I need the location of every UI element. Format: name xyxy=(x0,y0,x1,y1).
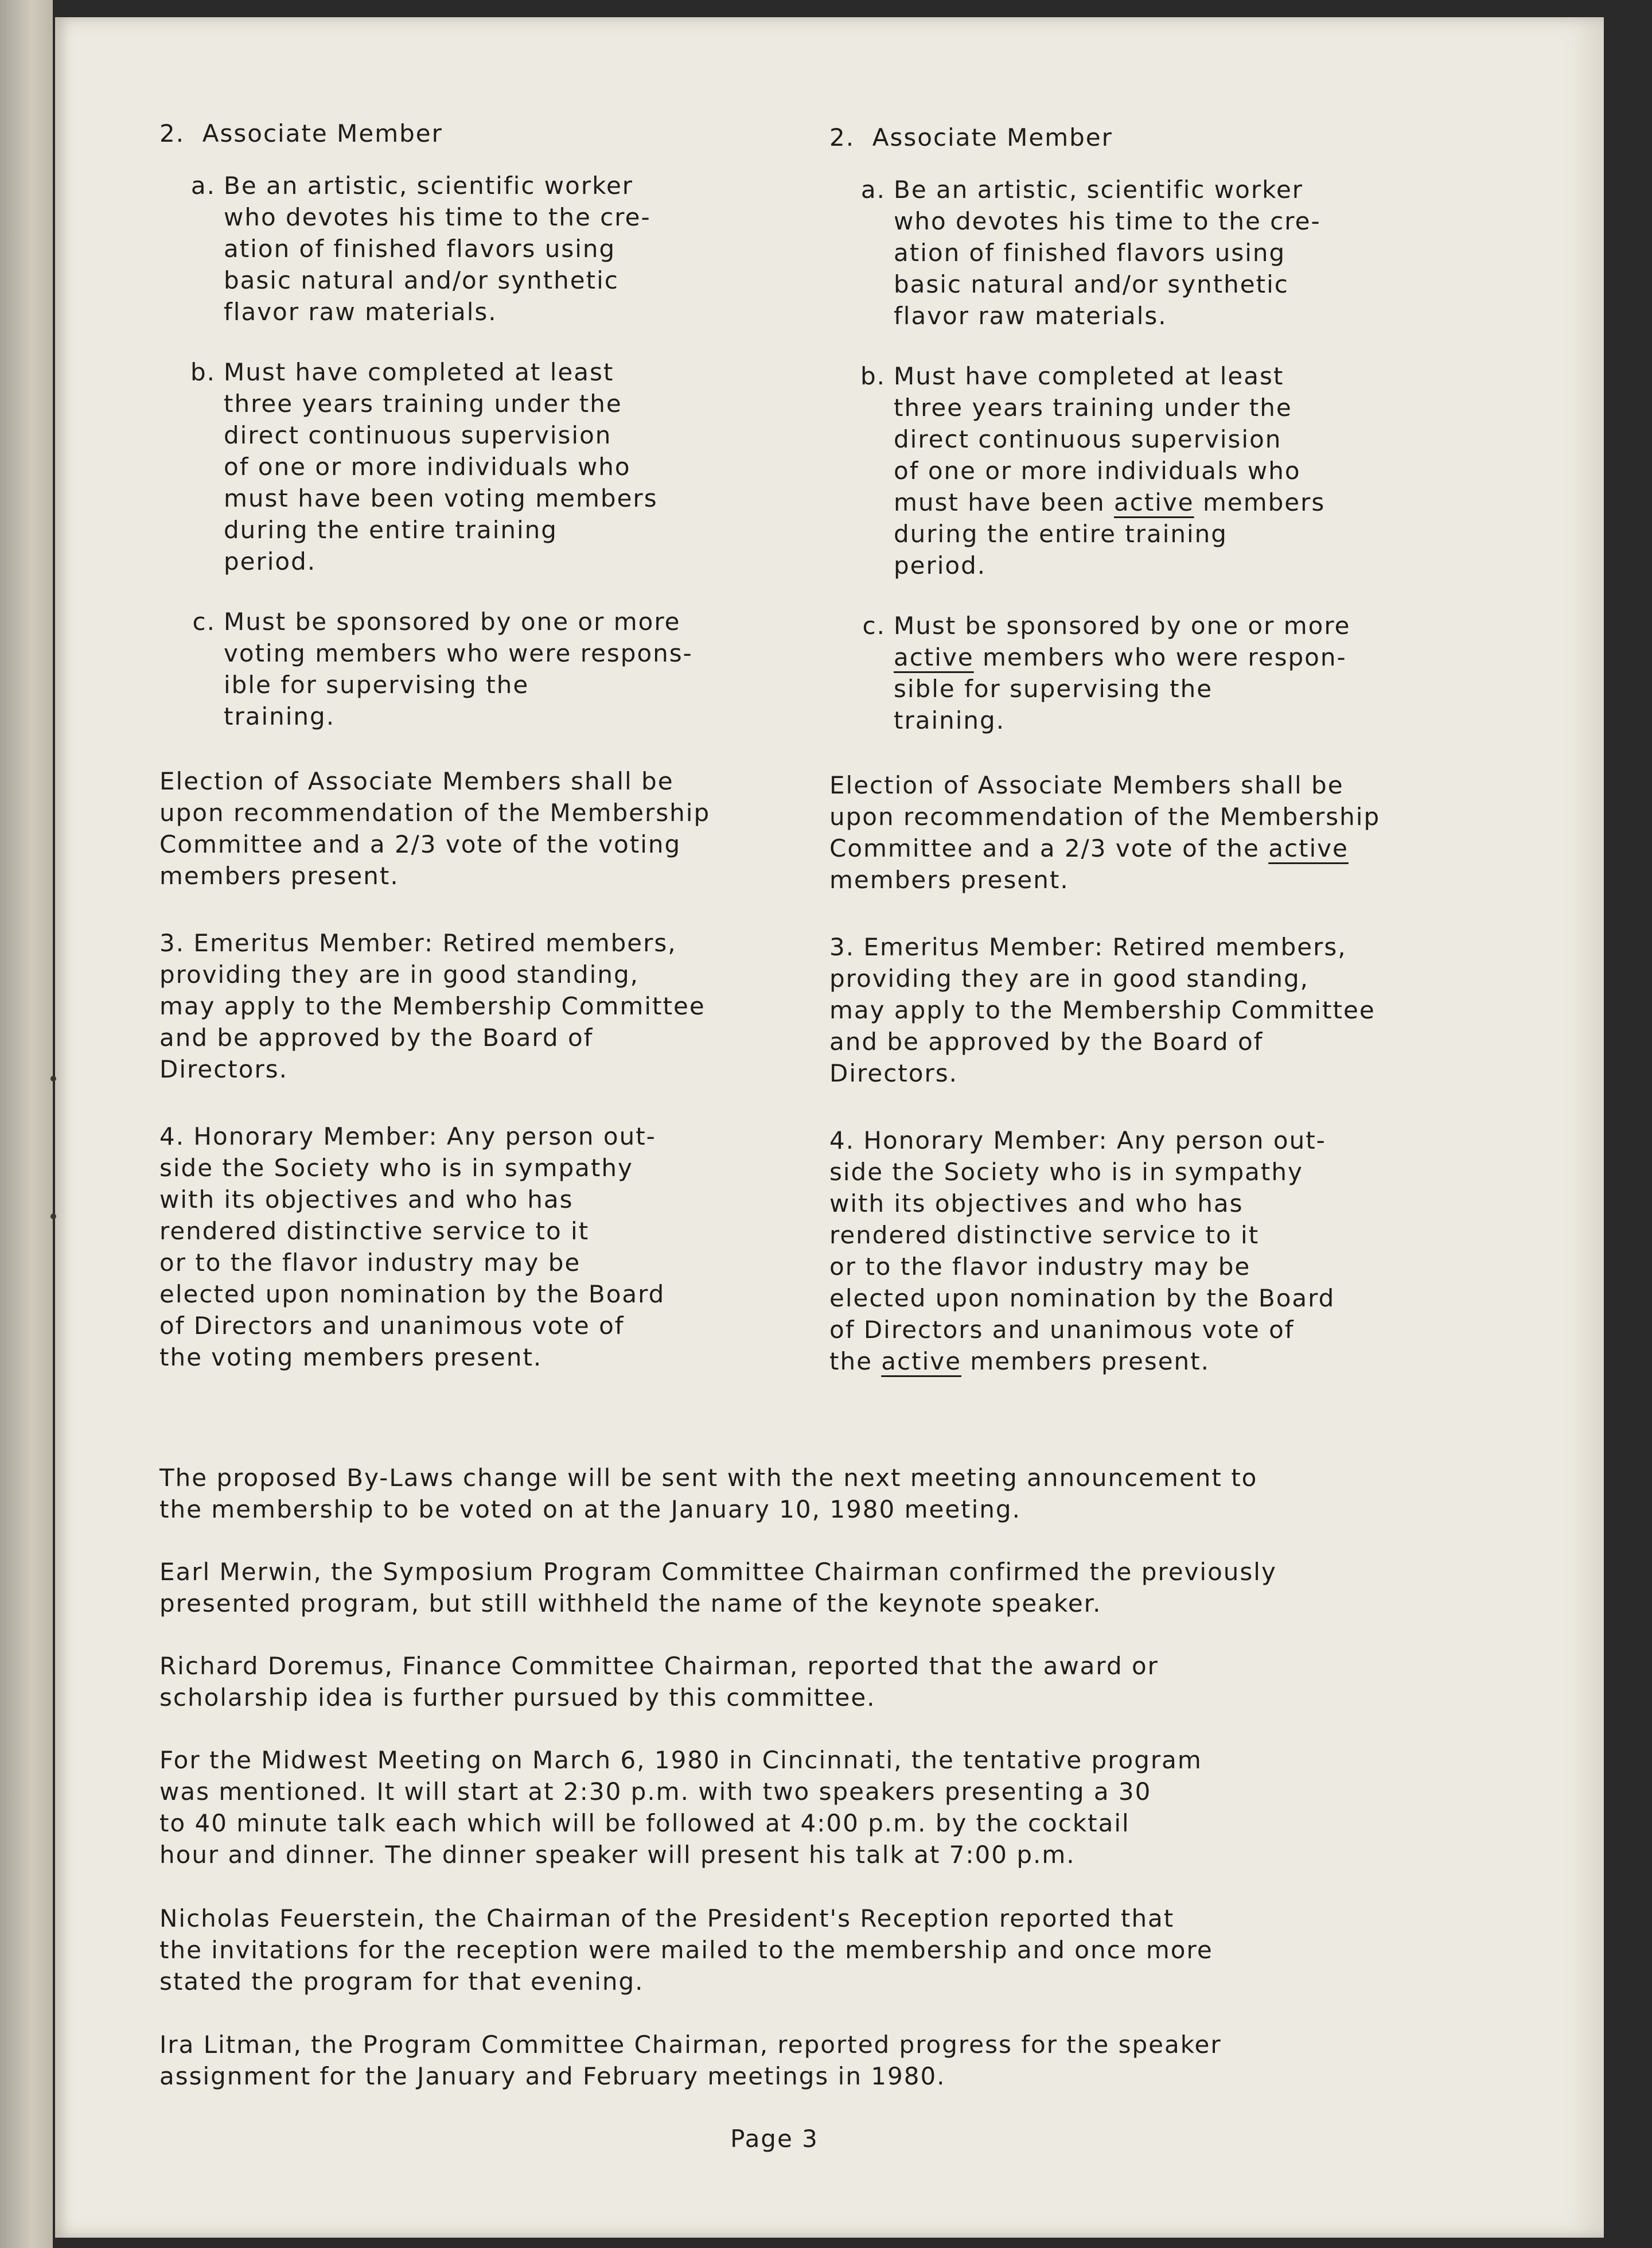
midwest-meeting-paragraph: For the Midwest Meeting on March 6, 1980 in Cincinnati, the tentative program was mentioned. It will start at 2:30 p.m. with two speakers presenting a 30 to 40 minute talk each which will be followed at 4:00 p.m. by the cocktail hour and dinner. The dinner speaker will present his talk at 7:00 p.m. xyxy=(159,1746,1202,1869)
underlined-active: active xyxy=(1113,488,1194,516)
emeritus-member-paragraph-proposed: 3. Emeritus Member: Retired members, providing they are in good standing, may apply to the Membership Committee and be approved by the Board of Directors. xyxy=(829,933,1376,1087)
underlined-active: active xyxy=(881,1347,961,1375)
election-paragraph: Election of Associate Members shall be upon recommendation of the Membership Committee and a 2/3 vote of the voting members present. xyxy=(159,767,711,890)
requirement-c: c. Must be sponsored by one or more voting members who were respons- ible for supervising the training. xyxy=(192,608,693,730)
requirement-a-proposed: a. Be an artistic, scientific worker who devotes his time to the cre- ation of finished flavors using basic natural and/or synthetic flavor raw materials. xyxy=(860,176,1321,330)
associate-member-heading-proposed: 2. Associate Member xyxy=(829,123,1113,151)
requirement-b-proposed: b. Must have completed at least three years training under the direct continuous supervision of one or more individuals who must have been active members during the entire training period. xyxy=(860,362,1326,579)
original-bylaws-column xyxy=(159,118,796,1409)
finance-committee-paragraph: Richard Doremus, Finance Committee Chairman, reported that the award or scholarship idea is further pursued by this committee. xyxy=(159,1652,1159,1712)
emeritus-member-paragraph: 3. Emeritus Member: Retired members, providing they are in good standing, may apply to the Membership Committee and be approved by the Board of Directors. xyxy=(159,929,706,1083)
honorary-member-paragraph: 4. Honorary Member: Any person out- side the Society who is in sympathy with its objectives and who has rendered distinctive service to it or to the flavor industry may be elected upon nomination by the Board of Directors and unanimous vote of the voting members present. xyxy=(159,1122,665,1371)
requirement-a: a. Be an artistic, scientific worker who devotes his time to the cre- ation of finished flavors using basic natural and/or synthetic flavor raw materials. xyxy=(190,172,651,326)
underlined-active: active xyxy=(894,643,974,671)
presidents-reception-paragraph: Nicholas Feuerstein, the Chairman of the President's Reception reported that the invitations for the reception were mailed to the membership and once more stated the program for that evening. xyxy=(159,1904,1213,1996)
underlined-active: active xyxy=(1268,834,1349,862)
symposium-paragraph: Earl Merwin, the Symposium Program Committee Chairman confirmed the previously presented program, but still withheld the name of the keynote speaker. xyxy=(159,1558,1277,1617)
associate-member-heading: 2. Associate Member xyxy=(159,119,443,147)
page-number: Page 3 xyxy=(730,2125,819,2153)
honorary-member-paragraph-proposed: 4. Honorary Member: Any person out- side the Society who is in sympathy with its objectives and who has rendered distinctive service to it or to the flavor industry may be elected upon nomination by the Board of Directors and unanimous vote of the active members present. xyxy=(829,1126,1335,1375)
proposed-bylaws-column xyxy=(829,122,1466,1413)
bylaws-change-paragraph: The proposed By-Laws change will be sent with the next meeting announcement to the membership to be voted on at the January 10, 1980 meeting. xyxy=(159,1464,1258,1523)
program-committee-paragraph: Ira Litman, the Program Committee Chairman, reported progress for the speaker assignment for the January and February meetings in 1980. xyxy=(159,2031,1222,2090)
election-paragraph-proposed: Election of Associate Members shall be upon recommendation of the Membership Committee and a 2/3 vote of the active members present. xyxy=(829,771,1381,894)
requirement-c-proposed: c. Must be sponsored by one or more active members who were respon- sible for supervising the training. xyxy=(862,612,1351,734)
requirement-b: b. Must have completed at least three years training under the direct continuous supervision of one or more individuals who must have been voting members during the entire training period. xyxy=(190,358,658,575)
